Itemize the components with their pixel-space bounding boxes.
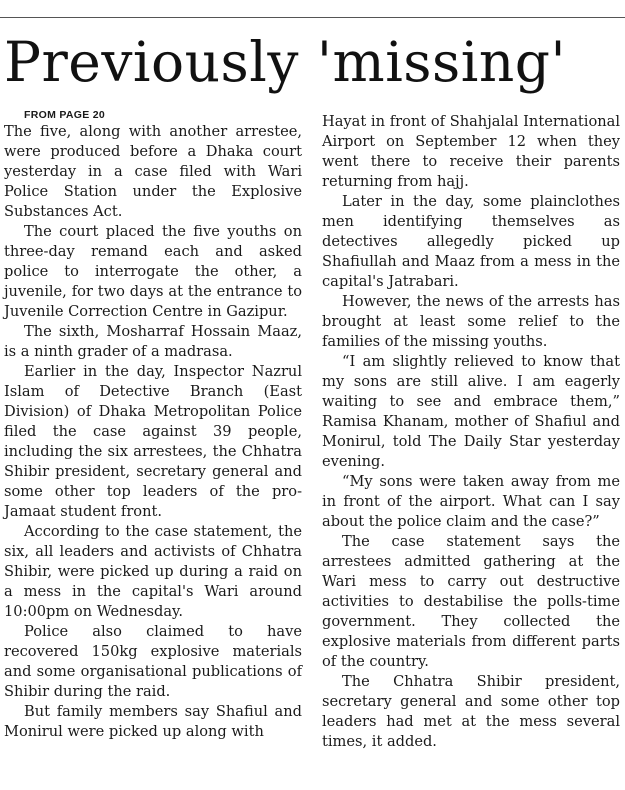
paragraph: However, the news of the arrests has brought at least some relief to the families of the missing youths. <box>322 293 620 350</box>
paragraph: The five, along with another arrestee, were produced before a Dhaka court yesterday in a case filed with Wari Police Station under the Explosive Substances Act. <box>4 123 302 220</box>
article-column-left <box>4 108 302 742</box>
paragraph: The case statement says the arrestees admitted gathering at the Wari mess to carry out destructive activities to destabilise the polls-time government. They collected the explosive materials from different parts of the country. <box>322 533 620 670</box>
paragraph: Police also claimed to have recovered 150kg explosive materials and some organisational publications of Shibir during the raid. <box>4 623 302 700</box>
paragraph: Later in the day, some plainclothes men identifying themselves as detectives allegedly picked up Shafiullah and Maaz from a mess in the capital's Jatrabari. <box>322 193 620 290</box>
cropped-header-strip <box>0 0 625 6</box>
paragraph: “I am slightly relieved to know that my sons are still alive. I am eagerly waiting to see and embrace them,” Ramisa Khanam, mother of Shafiul and Monirul, told The Daily Star yesterday evening. <box>322 353 620 470</box>
paragraph: But family members say Shafiul and Monirul were picked up along with <box>4 703 302 740</box>
jump-line: FROM PAGE 20 <box>24 109 106 121</box>
paragraph: The Chhatra Shibir president, secretary general and some other top leaders had met at the mess several times, it added. <box>322 673 620 750</box>
article-column-right <box>322 112 620 752</box>
paragraph: “My sons were taken away from me in front of the airport. What can I say about the police claim and the case?” <box>322 473 620 530</box>
paragraph: Earlier in the day, Inspector Nazrul Islam of Detective Branch (East Division) of Dhaka Metropolitan Police filed the case against 39 people, including the six arrestees, the Chhatra Shibir president, secretary general and some other top leaders of the pro-Jamaat student front. <box>4 363 302 520</box>
paragraph: According to the case statement, the six, all leaders and activists of Chhatra Shibir, were picked up during a raid on a mess in the capital's Wari around 10:00pm on Wednesday. <box>4 523 302 620</box>
paragraph: The sixth, Mosharraf Hossain Maaz, is a ninth grader of a madrasa. <box>4 323 302 360</box>
paragraph: Hayat in front of Shahjalal International Airport on September 12 when they went there to receive their parents returning from hajj. <box>322 113 620 190</box>
paragraph: The court placed the five youths on three-day remand each and asked police to interrogate the other, a juvenile, for two days at the entrance to Juvenile Correction Centre in Gazipur. <box>4 223 302 320</box>
header-rule <box>0 17 625 18</box>
headline: Previously 'missing' <box>4 30 567 94</box>
